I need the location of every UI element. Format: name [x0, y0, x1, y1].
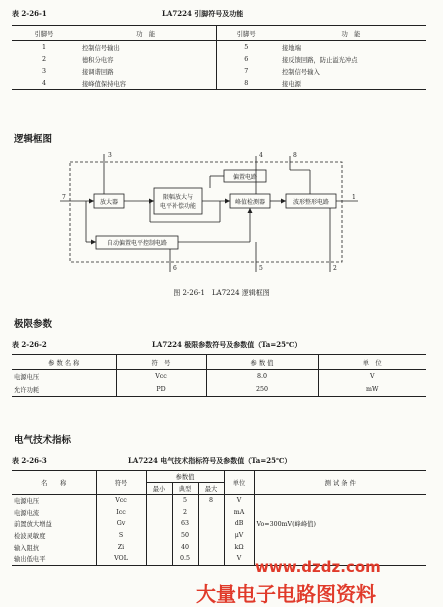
pin-function: 控制信号输入	[282, 68, 320, 76]
spec-unit: dB	[224, 518, 254, 530]
param-value: 8.0	[206, 370, 318, 384]
spec-min	[146, 553, 172, 565]
pin-function: 控制信号输出	[82, 44, 120, 52]
electrical-table	[12, 470, 426, 566]
spec-unit: V	[224, 553, 254, 565]
table1-caption	[12, 9, 432, 19]
header-values: 参数值	[146, 471, 224, 483]
pin-number: 1	[41, 43, 46, 51]
limits-heading: 极限参数	[14, 319, 53, 330]
pin-label-6: 6	[173, 265, 177, 272]
table-row	[12, 495, 426, 507]
table3-number: 表 2-26-3	[12, 456, 47, 465]
pin-label-5: 5	[259, 265, 263, 272]
pin-number: 3	[41, 67, 46, 75]
watermark-text: 大量电子电路图资料	[196, 582, 376, 606]
param-unit: V	[318, 370, 426, 384]
param-value: 250	[206, 383, 318, 397]
spec-min	[146, 507, 172, 519]
pin-label-2: 2	[333, 265, 337, 272]
pin-function: 接电源	[282, 80, 301, 88]
pin-label-3: 3	[108, 152, 112, 159]
label-bias: 偏置电路	[232, 174, 258, 181]
pin-number: 8	[216, 77, 276, 90]
pin-label-7: 7	[62, 194, 66, 201]
header-pin: 引脚号	[216, 26, 276, 41]
header-function: 功 能	[76, 26, 216, 41]
header-unit: 单位	[224, 471, 254, 495]
spec-symbol: Vcc	[96, 495, 146, 507]
spec-typ: 63	[172, 518, 198, 530]
header-name: 名 称	[12, 471, 96, 495]
table-row	[12, 65, 426, 77]
table2-caption	[12, 340, 432, 350]
spec-max: 8	[198, 495, 224, 507]
spec-unit: mA	[224, 507, 254, 519]
spec-condition	[254, 507, 426, 519]
table2-number: 表 2-26-2	[12, 340, 47, 349]
spec-condition	[254, 495, 426, 507]
pin-function: 德积分电容	[82, 56, 114, 64]
param-name: 允许功耗	[14, 387, 40, 394]
spec-min	[146, 518, 172, 530]
header-conditions: 测 试 条 件	[254, 471, 426, 495]
header-symbol: 符号	[96, 471, 146, 495]
spec-max	[198, 507, 224, 519]
table-row	[12, 370, 426, 384]
spec-symbol: Zi	[96, 541, 146, 553]
pin-number: 7	[216, 65, 276, 77]
table3-title: LA7224 电气技术指标符号及参数值（Ta=25℃）	[128, 456, 292, 465]
spec-min	[146, 530, 172, 542]
table2-title: LA7224 极限参数符号及参数值（Ta=25℃）	[152, 340, 302, 349]
spec-min	[146, 495, 172, 507]
figure-caption: 图 2-26-1 LA7224 逻辑框图	[173, 289, 270, 297]
spec-typ: 50	[172, 530, 198, 542]
spec-symbol: Icc	[96, 507, 146, 519]
table-row	[12, 41, 426, 54]
spec-max	[198, 518, 224, 530]
label-agc: 自动偏置电平控制电路	[106, 240, 168, 247]
block-limiter	[154, 188, 202, 214]
pin-number: 2	[41, 55, 46, 63]
header-param-name: 参 数 名 称	[12, 355, 116, 370]
spec-typ: 5	[172, 495, 198, 507]
label-waveform-shaper: 波形整形电路	[292, 199, 330, 206]
spec-condition	[254, 541, 426, 553]
table-row	[12, 77, 426, 90]
header-min: 最小	[146, 483, 172, 495]
spec-max	[198, 553, 224, 565]
spec-name: 前置放大增益	[14, 521, 52, 529]
param-unit: mW	[318, 383, 426, 397]
electrical-heading: 电气技术指标	[14, 435, 72, 446]
table-header-row	[12, 26, 426, 41]
header-unit: 单 位	[318, 355, 426, 370]
spec-condition: Vo=300mV(峰峰值)	[254, 518, 426, 530]
table1-title: LA7224 引脚符号及功能	[162, 9, 244, 18]
pin-number: 5	[216, 41, 276, 54]
spec-symbol: Gv	[96, 518, 146, 530]
param-symbol: PD	[116, 383, 206, 397]
spec-typ: 40	[172, 541, 198, 553]
table-row	[12, 507, 426, 519]
table-row	[12, 518, 426, 530]
label-peak-detector: 峰值检测器	[234, 199, 266, 206]
watermark-url: www.dzdz.com	[255, 558, 381, 576]
header-max: 最大	[198, 483, 224, 495]
header-typ: 典型	[172, 483, 198, 495]
spec-name: 电源电流	[14, 509, 40, 517]
spec-unit: μV	[224, 530, 254, 542]
pin-function: 接反馈回路，防止溢光冲点	[282, 56, 358, 64]
table-header-row	[12, 355, 426, 370]
header-function: 功 能	[276, 26, 426, 41]
spec-min	[146, 541, 172, 553]
pin-label-4: 4	[259, 152, 263, 159]
spec-typ: 2	[172, 507, 198, 519]
spec-typ: 0.5	[172, 553, 198, 565]
table-header-row	[12, 471, 426, 483]
spec-symbol: VOL	[96, 553, 146, 565]
spec-name: 电源电压	[14, 498, 40, 506]
table1-number: 表 2-26-1	[12, 9, 47, 18]
logic-heading: 逻辑框图	[14, 134, 53, 145]
header-symbol: 符 号	[116, 355, 206, 370]
ic-outline	[70, 162, 342, 262]
pin-function: 接峰值保持电容	[82, 80, 127, 88]
table3-caption	[12, 456, 432, 466]
spec-unit: V	[224, 495, 254, 507]
spec-name: 检波灵敏度	[14, 533, 46, 541]
header-value: 参 数 值	[206, 355, 318, 370]
table-row	[12, 383, 426, 397]
label-limiter-1: 限幅放大与	[162, 194, 194, 201]
pin-function-table	[12, 25, 426, 90]
pin-number: 4	[41, 79, 46, 87]
param-symbol: Vcc	[116, 370, 206, 384]
spec-condition	[254, 530, 426, 542]
spec-symbol: S	[96, 530, 146, 542]
table-row	[12, 530, 426, 542]
pin-function: 接地端	[282, 44, 301, 52]
pin-label-1: 1	[352, 194, 356, 201]
label-amplifier: 放大器	[99, 199, 119, 206]
spec-unit: kΩ	[224, 541, 254, 553]
table-row	[12, 53, 426, 65]
pin-function: 接调谐回路	[82, 68, 114, 76]
pin-label-8: 8	[293, 152, 297, 159]
logic-block-diagram	[60, 150, 360, 284]
spec-name: 输入阻抗	[14, 544, 40, 552]
spec-name: 输出低电平	[14, 556, 46, 564]
table-row	[12, 541, 426, 553]
limits-table	[12, 354, 426, 397]
spec-max	[198, 530, 224, 542]
param-name: 电源电压	[14, 374, 40, 381]
pin-number: 6	[216, 53, 276, 65]
spec-max	[198, 541, 224, 553]
header-pin: 引脚号	[12, 26, 76, 41]
label-limiter-2: 电平补偿功能	[159, 203, 197, 210]
